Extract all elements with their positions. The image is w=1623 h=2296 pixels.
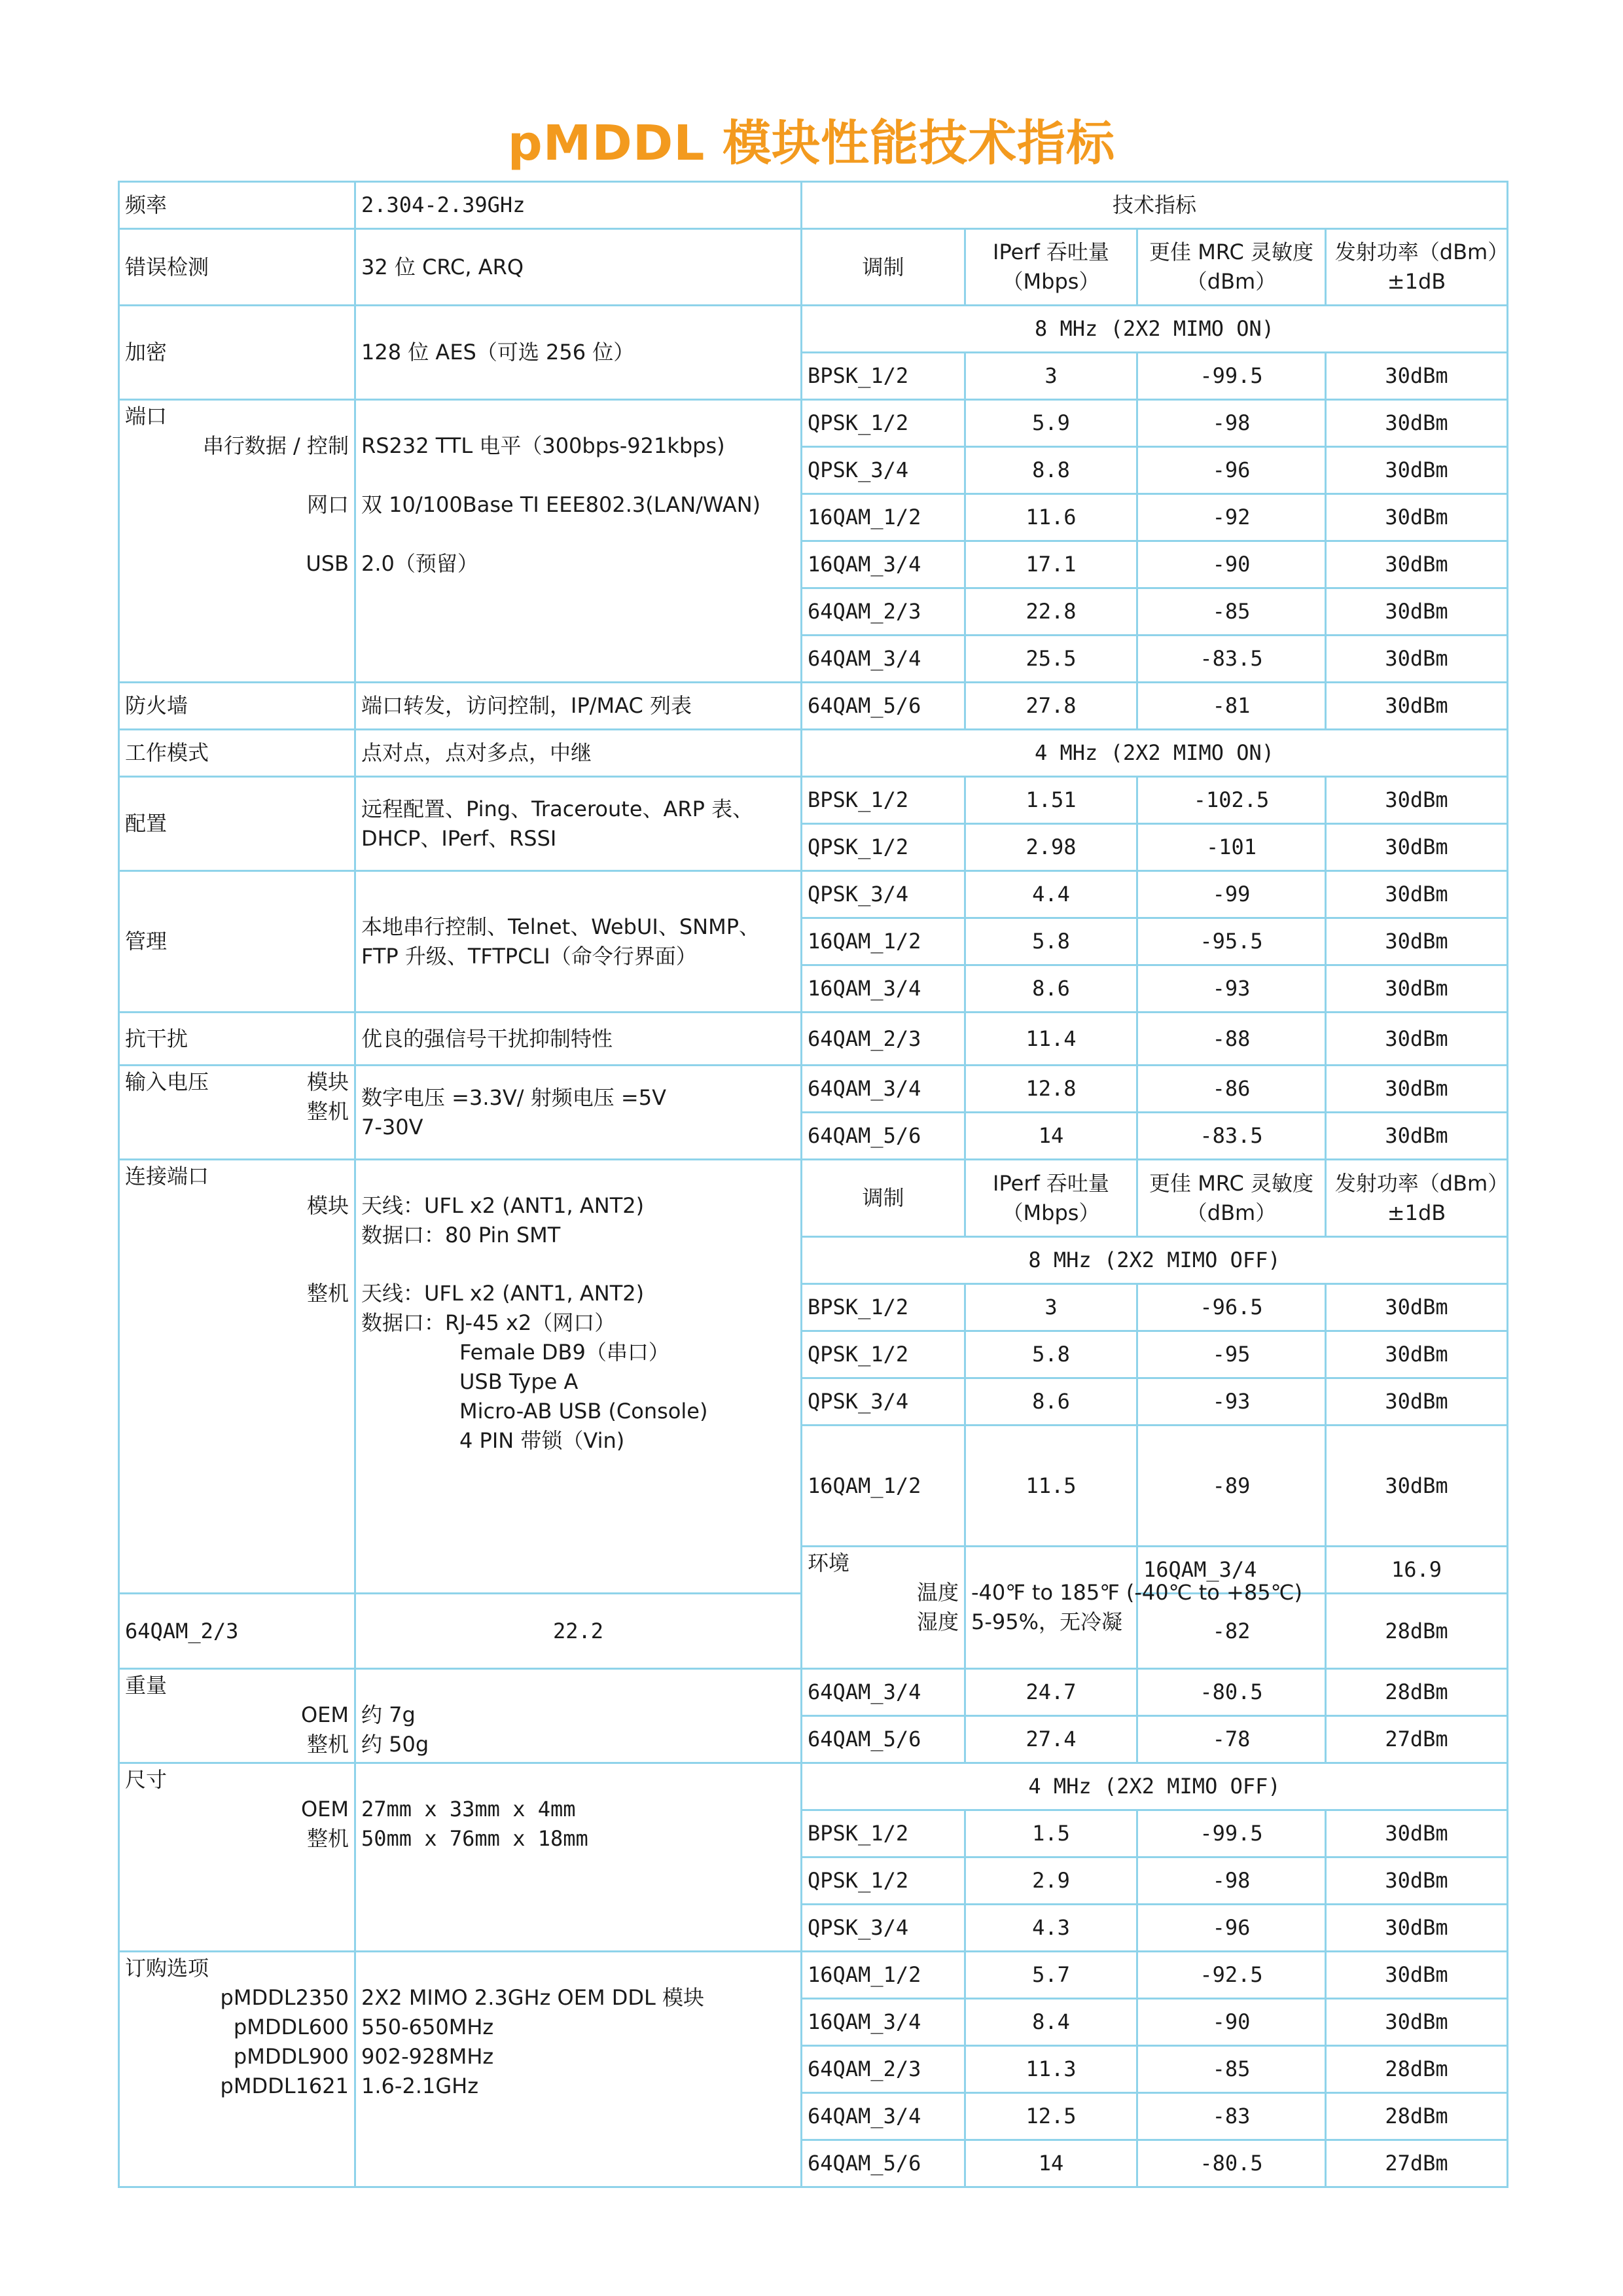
voltage-unit-label: 整机 (306, 1099, 349, 1124)
mod-cell: 16QAM_3/4 (802, 541, 965, 588)
order-cell (119, 1952, 355, 2187)
order-values (355, 1952, 802, 2187)
config-label: 配置 (119, 777, 355, 871)
mod-cell: QPSK_1/2 (802, 1857, 965, 1905)
sens-cell: -83.5 (1137, 1113, 1326, 1160)
conn-unit-label: 整机 (306, 1281, 349, 1306)
sens-cell: -95 (1137, 1331, 1326, 1378)
mode-label: 工作模式 (119, 730, 355, 777)
iperf-cell: 8.8 (965, 447, 1137, 494)
iperf-cell: 24.7 (965, 1669, 1137, 1716)
power-cell: 30dBm (1326, 918, 1508, 965)
mod-cell: QPSK_3/4 (802, 1905, 965, 1952)
size-unit-label: 整机 (306, 1826, 349, 1851)
iperf-cell: 5.8 (965, 1331, 1137, 1378)
sens-cell: -96.5 (1137, 1284, 1326, 1331)
voltage-label: 输入电压 (125, 1069, 209, 1094)
conn-module-line: 天线：UFL x2 (ANT1, ANT2) (361, 1193, 645, 1218)
sens-cell: -101 (1137, 824, 1326, 871)
power-cell: 28dBm (1326, 2046, 1508, 2093)
sens-cell: -93 (1137, 1378, 1326, 1426)
order-desc: 902-928MHz (361, 2044, 494, 2069)
env-hum-value: 5-95%，无冷凝 (971, 1609, 1123, 1634)
env-temp-label: 温度 (916, 1580, 959, 1605)
sens-cell: -92 (1137, 494, 1326, 541)
voltage-cell (119, 1066, 355, 1160)
mod-cell: QPSK_1/2 (802, 824, 965, 871)
col-header-sens: 更佳 MRC 灵敏度（dBm） (1137, 229, 1326, 306)
page-title: pMDDL 模块性能技术指标 (507, 115, 1116, 171)
conn-module-label: 模块 (306, 1193, 349, 1218)
conn-values (355, 1160, 802, 1594)
mod-cell: BPSK_1/2 (802, 1810, 965, 1857)
mod-cell: 64QAM_3/4 (802, 1066, 965, 1113)
iperf-cell: 8.4 (965, 1999, 1137, 2046)
order-label: 订购选项 (125, 1956, 209, 1981)
power-cell: 27dBm (1326, 1716, 1508, 1763)
ports-label: 端口 (125, 404, 168, 429)
sens-cell: -102.5 (1137, 777, 1326, 824)
sens-cell: -93 (1137, 965, 1326, 1013)
conn-unit-line: Female DB9（串口） (459, 1340, 669, 1365)
iperf-cell: 12.5 (965, 2093, 1137, 2140)
order-model: pMDDL2350 (220, 1985, 349, 2010)
power-cell: 30dBm (1326, 777, 1508, 824)
mod-cell: BPSK_1/2 (802, 353, 965, 400)
crypto-value: 128 位 AES（可选 256 位） (355, 306, 802, 400)
error-label: 错误检测 (119, 229, 355, 306)
iperf-cell: 8.6 (965, 965, 1137, 1013)
sens-cell: -85 (1137, 2046, 1326, 2093)
mod-cell: 64QAM_3/4 (802, 2093, 965, 2140)
sens-cell: -96 (1137, 447, 1326, 494)
sens-cell: -82 (1137, 1594, 1326, 1669)
mod-cell: BPSK_1/2 (802, 1284, 965, 1331)
mod-cell: 64QAM_2/3 (119, 1594, 355, 1669)
power-cell: 30dBm (1326, 541, 1508, 588)
sens-cell: -98 (1137, 400, 1326, 447)
iperf-cell: 8.6 (965, 1378, 1137, 1426)
size-oem-label: OEM (300, 1797, 349, 1821)
sens-cell: -96 (1137, 1905, 1326, 1952)
iperf-cell: 11.5 (965, 1426, 1137, 1547)
power-cell: 30dBm (1326, 965, 1508, 1013)
sens-cell: -80.5 (1137, 2140, 1326, 2187)
conn-unit-line: 数据口：RJ-45 x2（网口） (361, 1310, 616, 1335)
voltage-values (355, 1066, 802, 1160)
weight-oem-value: 约 7g (361, 1702, 416, 1727)
iperf-cell: 5.7 (965, 1952, 1137, 1999)
power-cell: 30dBm (1326, 871, 1508, 918)
size-unit-value: 50mm x 76mm x 18mm (361, 1826, 588, 1851)
order-model: pMDDL900 (233, 2044, 349, 2069)
mod-cell: 64QAM_2/3 (802, 1013, 965, 1066)
power-cell: 30dBm (1326, 494, 1508, 541)
env-cell (802, 1547, 965, 1669)
mod-cell: 16QAM_1/2 (802, 1952, 965, 1999)
iperf-cell: 25.5 (965, 636, 1137, 683)
mod-cell: 64QAM_5/6 (802, 683, 965, 730)
power-cell: 30dBm (1326, 824, 1508, 871)
iperf-cell: 16.9 (1326, 1547, 1508, 1594)
mod-cell: 16QAM_3/4 (802, 1999, 965, 2046)
col-header-power: 发射功率（dBm）±1dB (1326, 229, 1508, 306)
voltage-module-value: 数字电压 =3.3V/ 射频电压 =5V (361, 1085, 666, 1110)
col-header-iperf: IPerf 吞吐量（Mbps） (965, 229, 1137, 306)
power-cell: 30dBm (1326, 588, 1508, 636)
iperf-cell: 4.4 (965, 871, 1137, 918)
power-cell: 30dBm (1326, 1905, 1508, 1952)
col-header-mod: 调制 (802, 229, 965, 306)
mod-cell: 16QAM_3/4 (1137, 1547, 1326, 1594)
power-cell: 30dBm (1326, 683, 1508, 730)
mod-cell: 64QAM_3/4 (802, 636, 965, 683)
order-desc: 1.6-2.1GHz (361, 2073, 478, 2098)
env-temp-value: -40℉ to 185℉ (-40℃ to +85℃) (971, 1580, 1302, 1605)
ports-serial-label: 串行数据 / 控制 (202, 433, 349, 458)
iperf-cell: 3 (965, 1284, 1137, 1331)
conn-unit-line: Micro-AB USB (Console) (459, 1399, 708, 1424)
iperf-cell: 2.98 (965, 824, 1137, 871)
mod-cell: 64QAM_5/6 (802, 1716, 965, 1763)
sens-cell: -83 (1137, 2093, 1326, 2140)
mod-cell: 64QAM_3/4 (802, 1669, 965, 1716)
sens-cell: -99.5 (1137, 353, 1326, 400)
mod-cell: 64QAM_2/3 (802, 588, 965, 636)
power-cell: 28dBm (1326, 1669, 1508, 1716)
group-title: 4 MHz (2X2 MIMO OFF) (802, 1763, 1508, 1810)
power-cell: 30dBm (1326, 1331, 1508, 1378)
crypto-label: 加密 (119, 306, 355, 400)
iperf-cell: 5.8 (965, 918, 1137, 965)
weight-values (355, 1669, 802, 1763)
mod-cell: 64QAM_5/6 (802, 1113, 965, 1160)
iperf-cell: 1.5 (965, 1810, 1137, 1857)
order-model: pMDDL600 (233, 2015, 349, 2039)
power-cell: 28dBm (1326, 2093, 1508, 2140)
voltage-module-label: 模块 (306, 1069, 349, 1094)
power-cell: 30dBm (1326, 1378, 1508, 1426)
mod-cell: QPSK_3/4 (802, 871, 965, 918)
iperf-cell: 27.4 (965, 1716, 1137, 1763)
sens-cell: -81 (1137, 683, 1326, 730)
power-cell: 30dBm (1326, 1810, 1508, 1857)
firewall-label: 防火墙 (119, 683, 355, 730)
mod-cell: 64QAM_5/6 (802, 2140, 965, 2187)
ports-values (355, 400, 802, 683)
manage-value: 本地串行控制、Telnet、WebUI、SNMP、FTP 升级、TFTPCLI（命令行界面） (355, 871, 802, 1013)
weight-label: 重量 (125, 1673, 168, 1698)
size-oem-value: 27mm x 33mm x 4mm (361, 1797, 576, 1821)
iperf-cell: 14 (965, 2140, 1137, 2187)
ports-net-label: 网口 (306, 492, 349, 517)
iperf-cell: 12.8 (965, 1066, 1137, 1113)
iperf-cell: 1.51 (965, 777, 1137, 824)
voltage-unit-value: 7-30V (361, 1114, 423, 1139)
interference-value: 优良的强信号干扰抑制特性 (355, 1013, 802, 1066)
power-cell: 30dBm (1326, 1952, 1508, 1999)
sens-cell: -99.5 (1137, 1810, 1326, 1857)
order-model: pMDDL1621 (220, 2073, 349, 2098)
sens-cell: -99 (1137, 871, 1326, 918)
col-header-sens: 更佳 MRC 灵敏度（dBm） (1137, 1160, 1326, 1237)
conn-label: 连接端口 (125, 1164, 209, 1189)
power-cell: 30dBm (1326, 1857, 1508, 1905)
sens-cell: -80.5 (1137, 1669, 1326, 1716)
conn-unit-line: 天线：UFL x2 (ANT1, ANT2) (361, 1281, 645, 1306)
sens-cell: -83.5 (1137, 636, 1326, 683)
size-values (355, 1763, 802, 1952)
interference-label: 抗干扰 (119, 1013, 355, 1066)
conn-unit-line: 4 PIN 带锁（Vin) (459, 1428, 625, 1453)
order-desc: 2X2 MIMO 2.3GHz OEM DDL 模块 (361, 1985, 705, 2010)
sens-cell: -92.5 (1137, 1952, 1326, 1999)
weight-cell (119, 1669, 355, 1763)
firewall-value: 端口转发，访问控制，IP/MAC 列表 (355, 683, 802, 730)
iperf-cell: 2.9 (965, 1857, 1137, 1905)
power-cell: 30dBm (1326, 1113, 1508, 1160)
power-cell: 30dBm (1326, 636, 1508, 683)
right-header: 技术指标 (802, 182, 1508, 229)
mod-cell: QPSK_3/4 (802, 447, 965, 494)
group-title: 8 MHz (2X2 MIMO ON) (802, 306, 1508, 353)
power-cell: 30dBm (1326, 1013, 1508, 1066)
iperf-cell: 11.3 (965, 2046, 1137, 2093)
spec-table (118, 181, 1508, 2188)
sens-cell: -90 (1137, 1999, 1326, 2046)
sens-cell: -90 (1137, 541, 1326, 588)
conn-module-line: 数据口：80 Pin SMT (361, 1223, 561, 1247)
ports-serial-value: RS232 TTL 电平（300bps-921kbps) (361, 433, 725, 458)
iperf-cell: 11.4 (965, 1013, 1137, 1066)
iperf-cell: 5.9 (965, 400, 1137, 447)
power-cell: 30dBm (1326, 1284, 1508, 1331)
mod-cell: 16QAM_3/4 (802, 965, 965, 1013)
mod-cell: 64QAM_2/3 (802, 2046, 965, 2093)
mod-cell: 16QAM_1/2 (802, 494, 965, 541)
mod-cell: BPSK_1/2 (802, 777, 965, 824)
iperf-cell: 22.8 (965, 588, 1137, 636)
power-cell: 30dBm (1326, 1066, 1508, 1113)
sens-cell: -98 (1137, 1857, 1326, 1905)
mod-cell: QPSK_1/2 (802, 400, 965, 447)
sens-cell: -85 (1137, 588, 1326, 636)
power-cell: 30dBm (1326, 353, 1508, 400)
weight-unit-value: 约 50g (361, 1732, 429, 1757)
sens-cell: -86 (1137, 1066, 1326, 1113)
weight-oem-label: OEM (300, 1702, 349, 1727)
iperf-cell: 27.8 (965, 683, 1137, 730)
sens-cell: -78 (1137, 1716, 1326, 1763)
power-cell: 30dBm (1326, 400, 1508, 447)
sens-cell: -89 (1137, 1426, 1326, 1547)
iperf-cell: 11.6 (965, 494, 1137, 541)
env-hum-label: 湿度 (916, 1609, 959, 1634)
sens-cell: -95.5 (1137, 918, 1326, 965)
config-value: 远程配置、Ping、Traceroute、ARP 表、DHCP、IPerf、RSSI (355, 777, 802, 871)
mod-cell: 16QAM_1/2 (802, 1426, 965, 1547)
conn-unit-line: USB Type A (459, 1369, 579, 1394)
iperf-cell: 4.3 (965, 1905, 1137, 1952)
ports-usb-value: 2.0（预留） (361, 551, 478, 576)
error-value: 32 位 CRC, ARQ (355, 229, 802, 306)
power-cell: 30dBm (1326, 1426, 1508, 1547)
group-title: 8 MHz (2X2 MIMO OFF) (802, 1237, 1508, 1284)
mod-cell: QPSK_3/4 (802, 1378, 965, 1426)
size-label: 尺寸 (125, 1767, 168, 1792)
iperf-cell: 17.1 (965, 541, 1137, 588)
power-cell: 30dBm (1326, 447, 1508, 494)
col-header-mod: 调制 (802, 1160, 965, 1237)
weight-unit-label: 整机 (306, 1732, 349, 1757)
power-cell: 28dBm (1326, 1594, 1508, 1669)
conn-cell (119, 1160, 355, 1594)
manage-label: 管理 (119, 871, 355, 1013)
col-header-iperf: IPerf 吞吐量（Mbps） (965, 1160, 1137, 1237)
iperf-cell: 14 (965, 1113, 1137, 1160)
ports-net-value: 双 10/100Base TI EEE802.3(LAN/WAN) (361, 492, 761, 517)
power-cell: 30dBm (1326, 1999, 1508, 2046)
iperf-cell: 22.2 (355, 1594, 802, 1669)
mod-cell: QPSK_1/2 (802, 1331, 965, 1378)
sens-cell: -88 (1137, 1013, 1326, 1066)
size-cell (119, 1763, 355, 1952)
ports-usb-label: USB (306, 551, 349, 576)
env-label: 环境 (808, 1551, 850, 1575)
ports-cell (119, 400, 355, 683)
freq-value: 2.304-2.39GHz (355, 182, 802, 229)
mode-value: 点对点，点对多点，中继 (355, 730, 802, 777)
order-desc: 550-650MHz (361, 2015, 494, 2039)
freq-label: 频率 (119, 182, 355, 229)
col-header-power: 发射功率（dBm）±1dB (1326, 1160, 1508, 1237)
iperf-cell: 3 (965, 353, 1137, 400)
mod-cell: 16QAM_1/2 (802, 918, 965, 965)
group-title: 4 MHz (2X2 MIMO ON) (802, 730, 1508, 777)
power-cell: 27dBm (1326, 2140, 1508, 2187)
